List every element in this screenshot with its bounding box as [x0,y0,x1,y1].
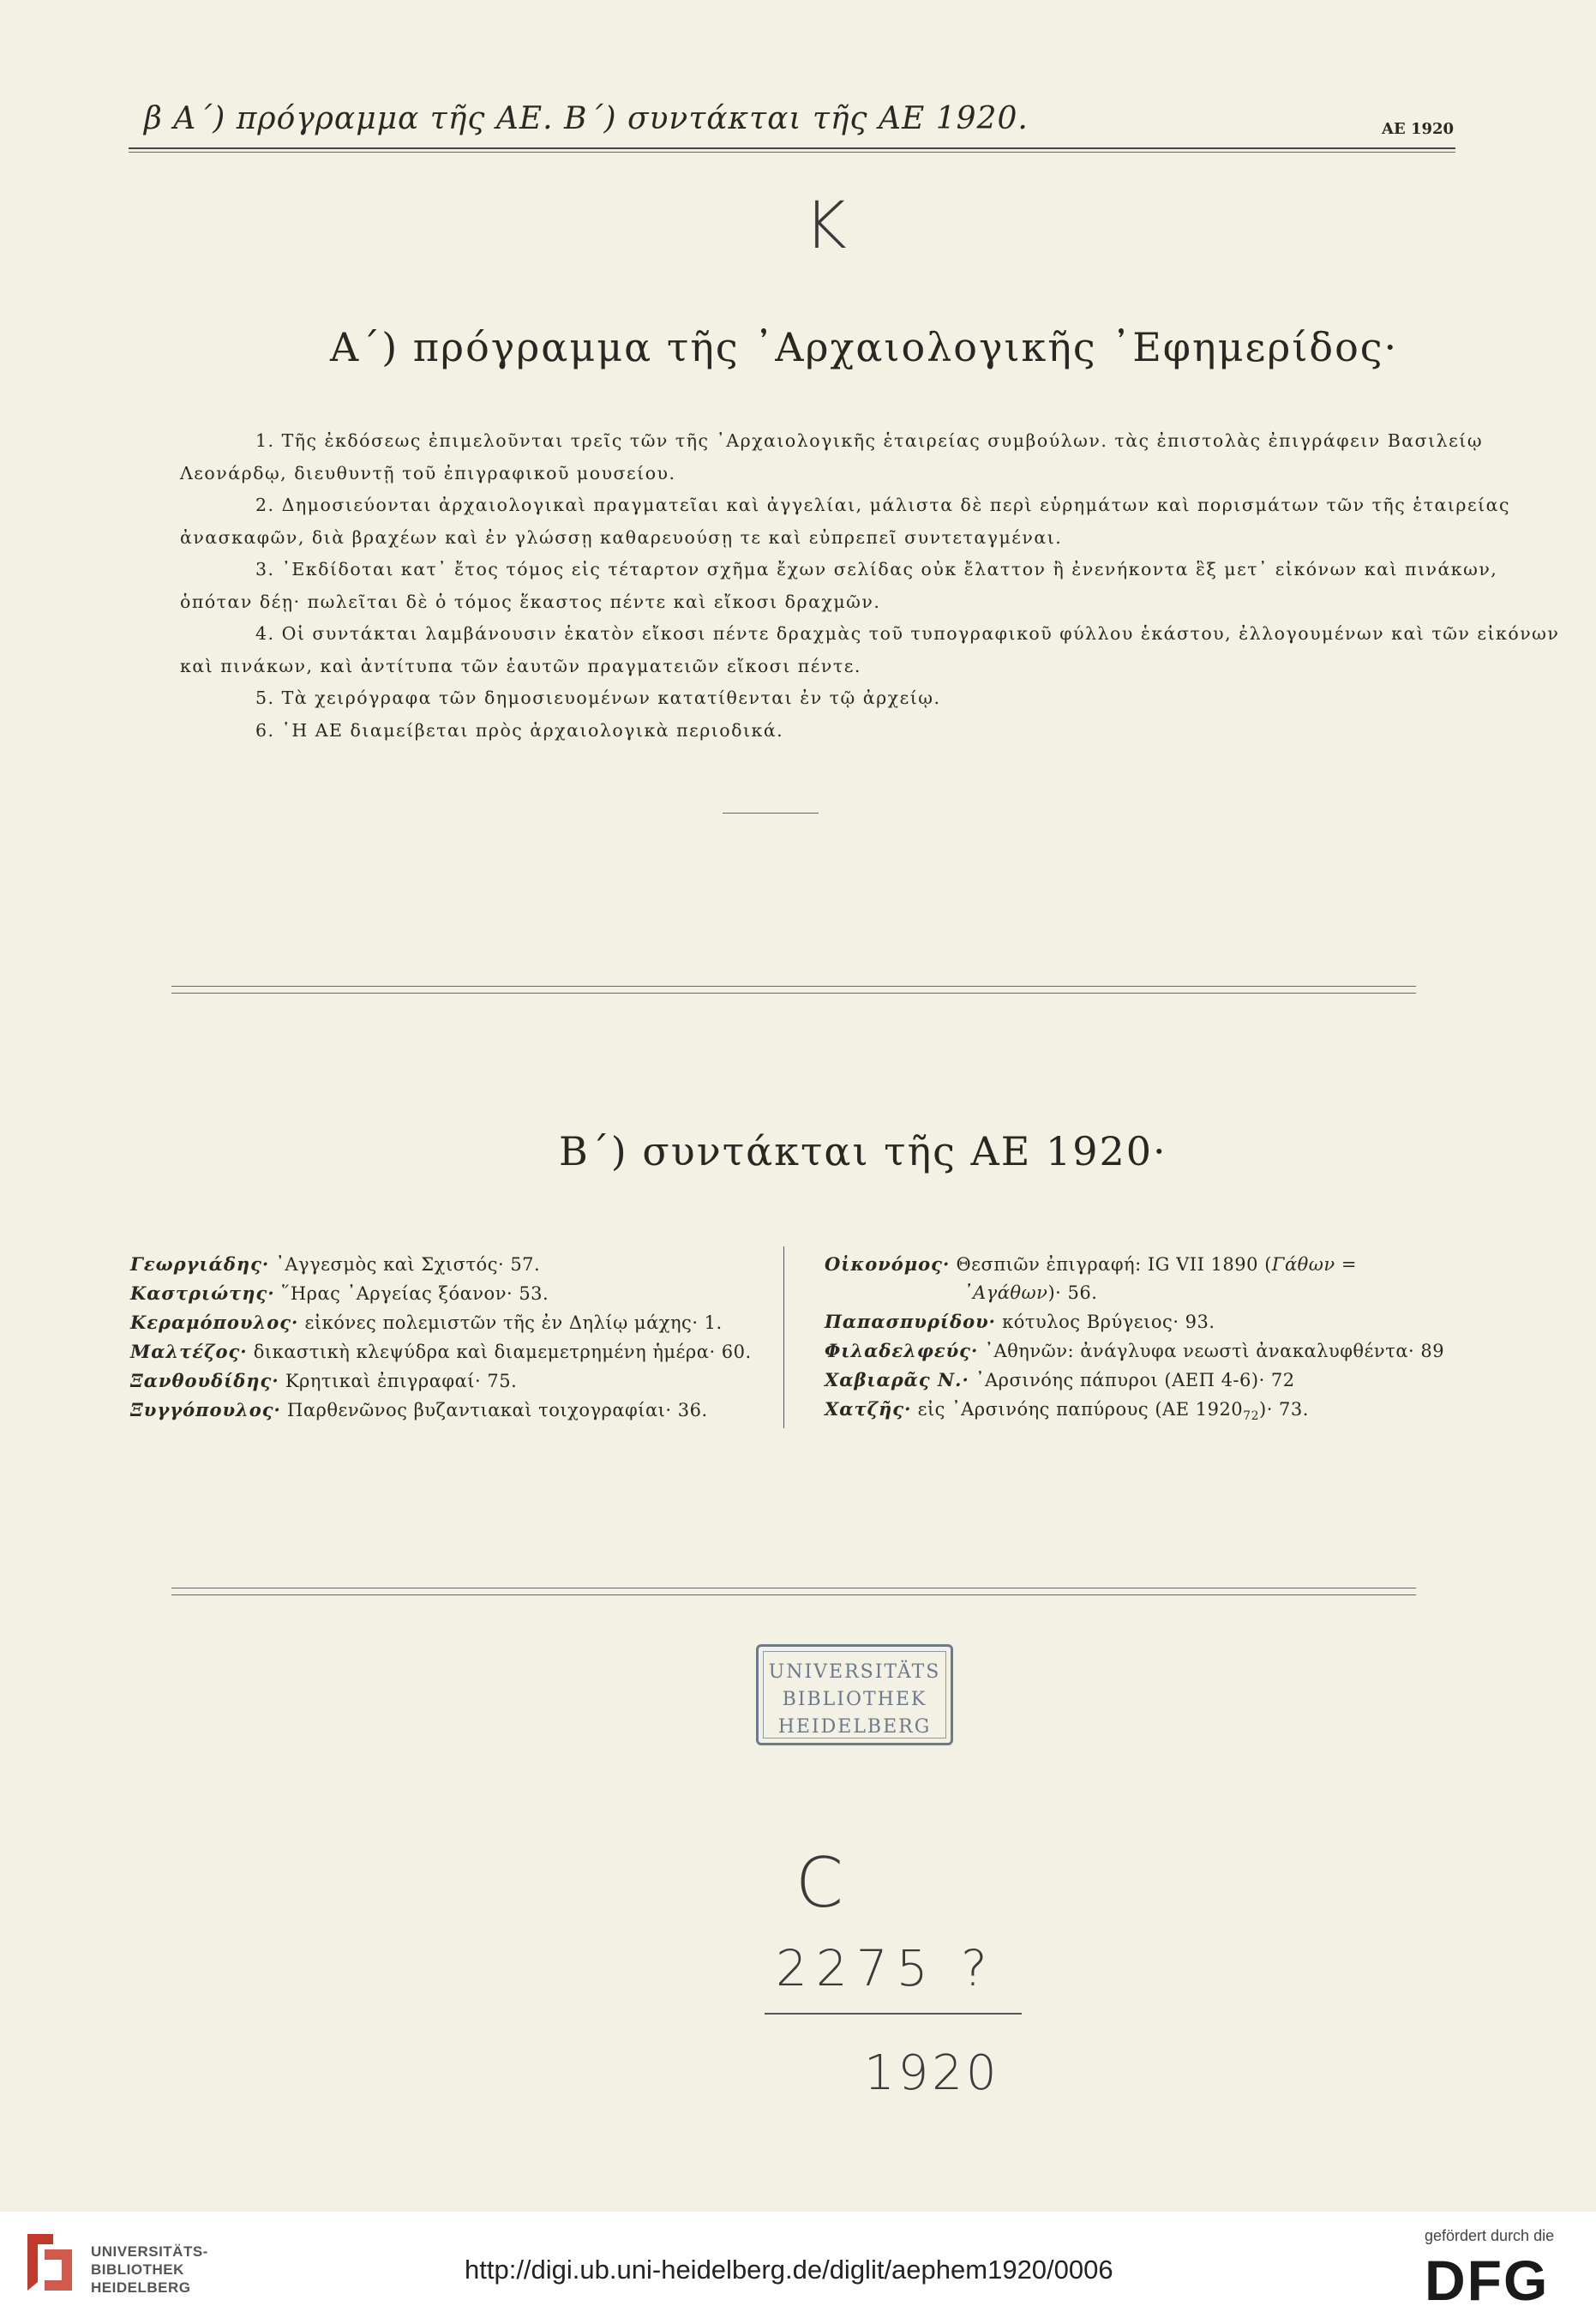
contributors-right-column [825,1250,1459,1431]
stamp-line: HEIDELBERG [777,1716,932,1738]
running-header: β Α΄) πρόγραμμα τῆς ΑΕ. Β΄) συντάκται τῆς ΑΕ 1920. [144,101,1029,136]
library-name: UNIVERSITÄTS- BIBLIOTHEK HEIDELBERG [91,2243,208,2296]
column-divider [783,1246,784,1428]
contributor-entry: Καστριώτης· ῞Ηρας ᾿Αργείας ξόανον· 53. [130,1282,549,1304]
program-line: καὶ πινάκων, καὶ ἀντίτυπα τῶν ἑαυτῶν πραγματειῶν εἴκοσι πέντε. [180,655,861,676]
contributor-entry: Ξανθουδίδης· Κρητικαὶ ἐπιγραφαί· 75. [130,1370,518,1391]
program-line: 3. ᾿Εκδίδοται κατ᾿ ἔτος τόμος εἰς τέταρτον σχῆμα ἔχων σελίδας οὐκ ἔλαττον ἢ ἐνενήκοντα ἓξ μετ᾿ εἰκόνων καὶ πινάκων, [255,559,1498,579]
program-text [180,425,1560,747]
double-rule-bottom [171,1594,1416,1595]
double-rule-top [171,986,1416,987]
handwritten-mark: K [804,187,847,263]
handwritten-shelfmark: 1920 [864,2045,1000,2101]
handwritten-shelfmark: C [795,1843,843,1923]
program-line: 4. Οἱ συντάκται λαμβάνουσιν ἑκατὸν εἴκοσι πέντε δραχμὰς τοῦ τυπογραφικοῦ φύλλου ἑκάστου, ἐλλογουμένων καὶ τῶν εἰκόνων [255,623,1560,644]
handwritten-shelfmark: 2275 ? [776,1939,996,1997]
contributor-entry: Κεραμόπουλος· εἰκόνες πολεμιστῶν τῆς ἐν Δηλίῳ μάχης· 1. [130,1312,723,1333]
contributor-entry: Γεωργιάδης· ᾿Αγγεσμὸς καὶ Σχιστός· 57. [130,1253,541,1275]
contributor-entry: Φιλαδελφεύς· ᾿Αθηνῶν: ἀνάγλυφα νεωστὶ ἀνακαλυφθέντα· 89 [825,1340,1445,1361]
program-line: 5. Τὰ χειρόγραφα τῶν δημοσιευομένων κατατίθενται ἐν τῷ ἀρχείῳ. [255,688,941,708]
contributor-entry: Παπασπυρίδου· κότυλος Βρύγειος· 93. [825,1311,1215,1332]
running-header-right: ΑΕ 1920 [1382,120,1455,138]
contributor-entry: Ξυγγόπουλος· Παρθενῶνος βυζαντιακαὶ τοιχογραφίαι· 36. [130,1399,708,1420]
program-line: 6. ῾Η ΑΕ διαμείβεται πρὸς ἀρχαιολογικὰ περιοδικά. [255,719,784,741]
dfg-logo: DFG [1425,2249,1550,2312]
digitization-footer [0,2212,1596,2324]
contributor-entry: Μαλτέζος· δικαστικὴ κλεψύδρα καὶ διαμεμετρημένη ἡμέρα· 60. [130,1341,752,1362]
contributor-entry: Οἰκονόμος· Θεσπιῶν ἐπιγραφή: IG VII 1890 (Γάθων = [825,1253,1357,1275]
program-line: 1. Τῆς ἐκδόσεως ἐπιμελοῦνται τρεῖς τῶν τῆς ᾿Αρχαιολογικῆς ἑταιρείας συμβούλων. τὰς ἐπιστολὰς ἐπιγράφειν Βασιλείῳ [255,430,1484,451]
program-line: 2. Δημοσιεύονται ἀρχαιολογικαὶ πραγματεῖαι καὶ ἀγγελίαι, μάλιστα δὲ περὶ εὑρημάτων καὶ πορισμάτων τῶν τῆς ἑταιρείας [255,495,1510,515]
stamp-inner-frame [763,1651,946,1738]
handwritten-underline [765,2013,1022,2015]
contributor-entry: Χαβιαρᾶς Ν.· ᾿Αρσινόης πάπυροι (ΑΕΠ 4-6)· 72 [825,1369,1295,1390]
funding-note: gefördert durch die [1425,2227,1555,2244]
contributor-entry: Χατζῆς· εἰς ᾿Αρσινόης παπύρους (ΑΕ $1920_{72})\cdot 73$. [825,1398,1309,1424]
stamp-line: BIBLIOTHEK [782,1689,927,1710]
header-rule-thin [129,152,1455,153]
header-rule [129,147,1455,149]
contributors-title: Β΄) συντάκται τῆς ΑΕ 1920· [559,1128,1167,1174]
stamp-line: UNIVERSITÄTS [768,1661,941,1683]
contributor-entry: ᾿Αγάθων)· 56. [963,1282,1098,1303]
library-stamp [756,1644,953,1745]
double-rule-bottom [171,993,1416,994]
program-title: Α΄) πρόγραμμα τῆς ᾿Αρχαιολογικῆς ᾿Εφημερίδος· [330,324,1399,370]
contributors-left-column [130,1250,773,1425]
program-line: Λεονάρδῳ, διευθυντῇ τοῦ ἐπιγραφικοῦ μουσείου. [180,462,676,483]
section-divider [723,813,819,814]
program-line: ἀνασκαφῶν, διὰ βραχέων καὶ ἐν γλώσσῃ καθαρευούσῃ τε καὶ εὐπρεπεῖ συντεταγμέναι. [180,526,1063,548]
program-line: ὁπόταν δέῃ· πωλεῖται δὲ ὁ τόμος ἕκαστος πέντε καὶ εἴκοσι δραχμῶν. [180,591,881,612]
university-library-logo-icon [19,2227,81,2297]
permalink-url[interactable]: http://digi.ub.uni-heidelberg.de/diglit/aephem1920/0006 [465,2255,1113,2285]
